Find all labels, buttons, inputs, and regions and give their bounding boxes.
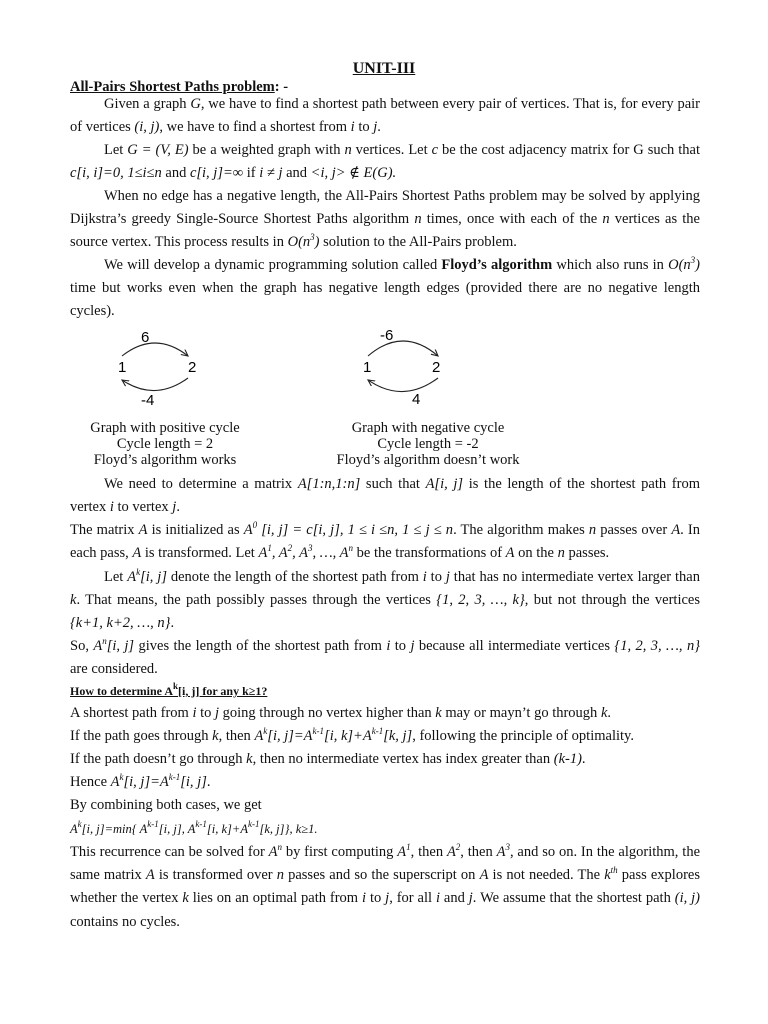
paragraph-dijkstra: When no edge has a negative length, the All-Pairs Shortest Paths problem may be solved by applying Dijkstra’s greedy Single-Source Shortest Paths algorithm n times, once with each of the n vertices as the source vertex. This process results in $O(n^3)$ solution to the All-Pairs problem. [70, 188, 700, 251]
left-node-2: 2 [188, 359, 197, 376]
line-hence: Hence $A^k[i$, $j]=A^{k-1}[i$, j]. [70, 772, 211, 790]
heading-suffix: : - [274, 79, 289, 95]
left-node-1: 1 [118, 359, 127, 376]
paragraph-an: So, $A^n[i$, j] gives the length of the shortest path from i to j because all intermediate vertices {1, 2, 3, …, n} are considered. [70, 636, 700, 678]
paragraph-recurrence: This recurrence can be solved for $A^n$ by first computing $A^1$, then $A^2$, then $A^3$, and so on. In the algorithm, the same matrix A is transformed over n passes and so the superscript on A is not needed. The $k^{th}$ pass explores whether the vertex k lies on an optimal path from i to j, for all i and j. We assume that the shortest path (i, j) contains no cycles. [70, 842, 701, 930]
paragraph-intro: Given a graph G, we have to find a shortest path between every pair of vertices. That is, for every pair of vertices (i, j), we have to find a shortest from i to j. [70, 96, 700, 136]
recurrence-formula: $A^k[i$, j]=min{ $A^{k-1}[i$, j], $A^{k-1}[i$, $k]+A^{k-1}[k$, j]}, k≥1. [70, 819, 318, 836]
cycle-figure [0, 320, 768, 470]
line-goes-through-k: If the path goes through k, then $A^k[i$, $j]=A^{k-1}[i$, $k]+A^{k-1}[k$, j], following the principle of optimality. [70, 726, 634, 744]
left-top-weight: 6 [141, 329, 150, 346]
right-node-1: 1 [363, 359, 372, 376]
left-top-edge [122, 343, 188, 356]
left-caption: Graph with positive cycle Cycle length = 2 Floyd’s algorithm works [90, 420, 240, 468]
paragraph-ak-definition: Let $A^k[i$, j] denote the length of the shortest path from i to j that has no intermediate vertex larger than k. That means, the path possibly passes through the vertices {1, 2, 3, …, k}, but not through the vertices {k+1, k+2, …, n}. [70, 567, 700, 632]
line-not-through-k: If the path doesn’t go through k, then no intermediate vertex has index greater than (k-1). [70, 751, 586, 767]
left-bottom-weight: -4 [141, 392, 155, 409]
line-shortest-path: A shortest path from i to j going through no vertex higher than k may or mayn’t go through k. [70, 705, 611, 721]
left-bottom-edge [122, 378, 188, 391]
right-bottom-edge [368, 378, 438, 392]
heading-text: All-Pairs Shortest Paths problem [70, 79, 275, 95]
paragraph-matrix: We need to determine a matrix A[1:n,1:n] such that A[i, j] is the length of the shortest path from vertex i to vertex j. [70, 476, 700, 516]
line-combining: By combining both cases, we get [70, 797, 262, 813]
right-node-2: 2 [432, 359, 441, 376]
subsection-heading: How to determine $A^k[i$, j] for any k≥1? [70, 681, 268, 698]
cycle-graphs-svg [0, 320, 768, 420]
right-bottom-weight: 4 [412, 391, 421, 408]
right-top-weight: -6 [380, 327, 394, 344]
paragraph-definition: Let G = (V, E) be a weighted graph with n vertices. Let c be the cost adjacency matrix for G such that c[i, i]=0, 1≤i≤n and c[i, j]=∞ if i ≠ j and <i, j> ∉ E(G). [70, 142, 701, 182]
paragraph-initialize: The matrix A is initialized as $A^0$ [i, j] = c[i, j], 1 ≤ i ≤n, 1 ≤ j ≤ n. The algorithm makes n passes over A. In each pass, A is transformed. Let $A^1$, $A^2$, $A^3$, …, $A^n$ be the transformations of A on the n passes. [70, 520, 700, 562]
right-caption: Graph with negative cycle Cycle length = -2 Floyd’s algorithm doesn’t work [336, 420, 520, 468]
page-title: UNIT-III [352, 60, 416, 77]
right-top-edge [368, 341, 438, 356]
paragraph-floyd: We will develop a dynamic programming solution called Floyd’s algorithm which also runs in $O(n^3)$ time but works even when the graph has negative length edges (provided there are no negative length cycles). [70, 255, 701, 320]
